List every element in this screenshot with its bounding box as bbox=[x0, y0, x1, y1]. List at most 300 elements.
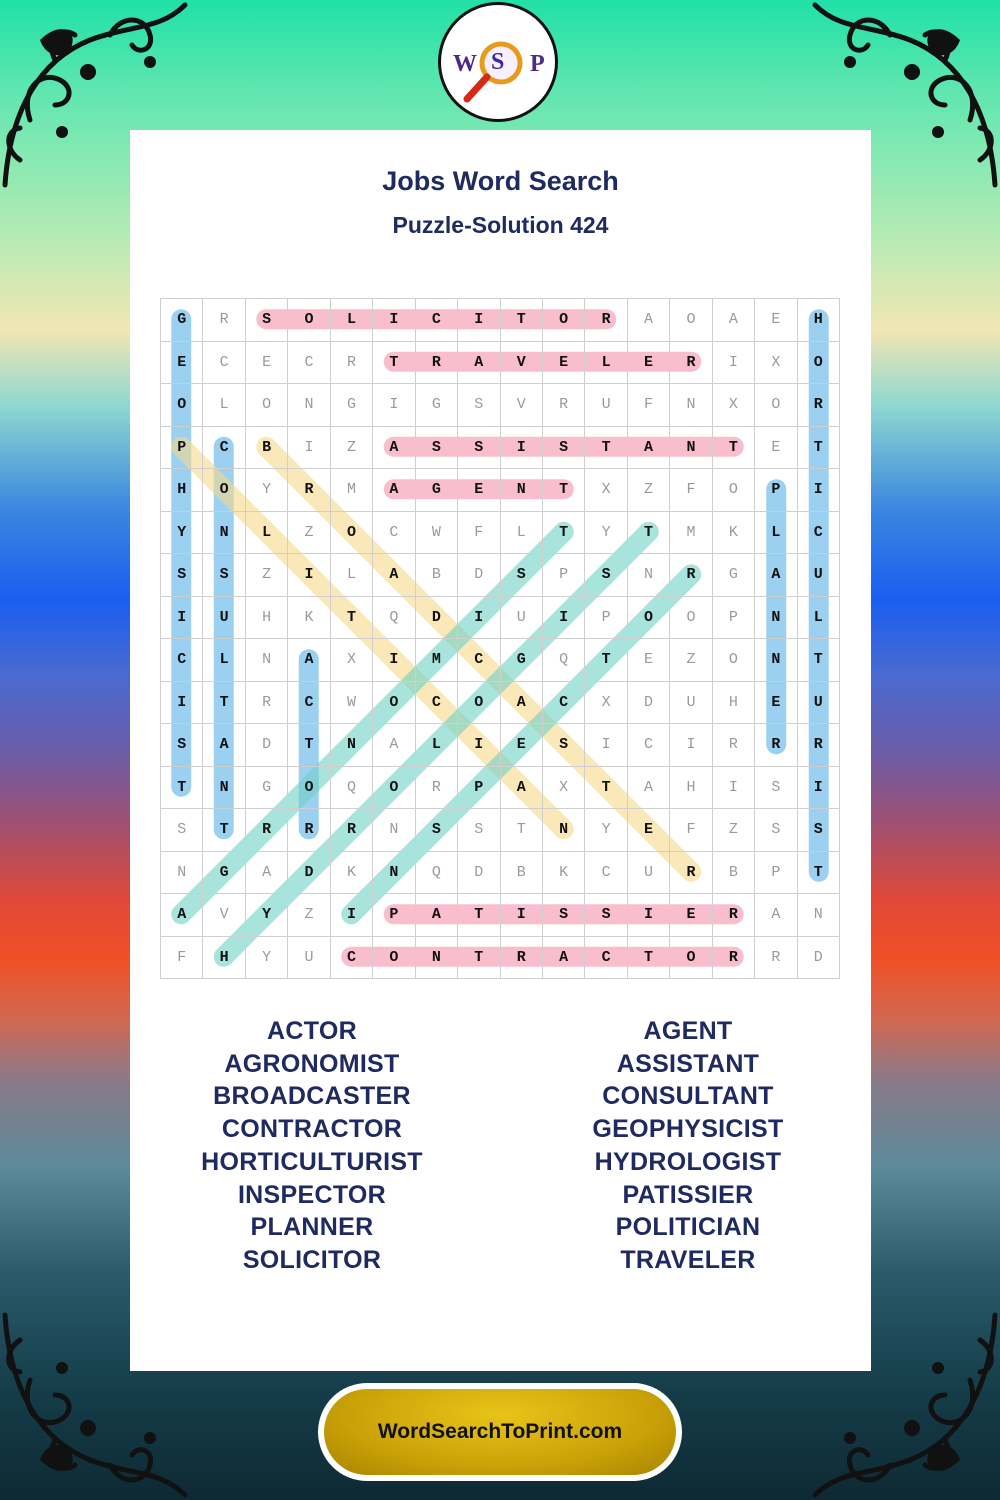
grid-cell[interactable]: A bbox=[288, 639, 330, 682]
grid-cell[interactable]: Q bbox=[415, 851, 457, 894]
grid-cell[interactable]: C bbox=[288, 681, 330, 724]
grid-cell[interactable]: E bbox=[458, 469, 500, 512]
grid-cell[interactable]: N bbox=[203, 511, 245, 554]
grid-cell[interactable]: T bbox=[458, 936, 500, 979]
grid-cell[interactable]: S bbox=[245, 299, 287, 342]
site-logo[interactable] bbox=[438, 2, 558, 122]
grid-cell[interactable]: I bbox=[373, 384, 415, 427]
grid-cell[interactable]: K bbox=[330, 851, 372, 894]
grid-cell[interactable]: I bbox=[797, 766, 839, 809]
grid-cell[interactable]: N bbox=[797, 894, 839, 937]
grid-cell[interactable]: X bbox=[755, 341, 797, 384]
grid-cell[interactable]: P bbox=[755, 851, 797, 894]
grid-cell[interactable]: T bbox=[203, 809, 245, 852]
grid-cell[interactable]: I bbox=[330, 894, 372, 937]
grid-cell[interactable]: R bbox=[288, 469, 330, 512]
word-list-item: CONSULTANT bbox=[602, 1082, 774, 1111]
grid-cell[interactable]: X bbox=[585, 469, 627, 512]
grid-cell[interactable]: Z bbox=[245, 554, 287, 597]
grid-cell[interactable]: N bbox=[500, 469, 542, 512]
grid-cell[interactable]: I bbox=[373, 299, 415, 342]
grid-cell[interactable]: E bbox=[627, 341, 669, 384]
grid-cell[interactable]: N bbox=[373, 851, 415, 894]
grid-row bbox=[161, 681, 840, 724]
grid-cell[interactable]: R bbox=[330, 809, 372, 852]
grid-cell[interactable]: B bbox=[245, 426, 287, 469]
grid-cell[interactable]: N bbox=[627, 554, 669, 597]
grid-cell[interactable]: T bbox=[797, 426, 839, 469]
grid-cell[interactable]: F bbox=[670, 469, 712, 512]
grid-cell[interactable]: V bbox=[203, 894, 245, 937]
grid-cell[interactable]: A bbox=[627, 766, 669, 809]
grid-cell[interactable]: E bbox=[245, 341, 287, 384]
grid-cell[interactable]: X bbox=[330, 639, 372, 682]
grid-row bbox=[161, 851, 840, 894]
grid-cell[interactable]: O bbox=[755, 384, 797, 427]
grid-cell[interactable]: D bbox=[458, 851, 500, 894]
grid-cell[interactable]: C bbox=[415, 681, 457, 724]
grid-cell[interactable]: A bbox=[712, 299, 754, 342]
grid-cell[interactable]: I bbox=[712, 766, 754, 809]
grid-row bbox=[161, 936, 840, 979]
grid-cell[interactable]: X bbox=[712, 384, 754, 427]
grid-cell[interactable]: E bbox=[500, 724, 542, 767]
grid-cell[interactable]: O bbox=[373, 681, 415, 724]
grid-cell[interactable]: G bbox=[415, 469, 457, 512]
grid-cell[interactable]: Y bbox=[245, 936, 287, 979]
grid-cell[interactable]: R bbox=[670, 554, 712, 597]
grid-cell[interactable]: D bbox=[288, 851, 330, 894]
grid-cell[interactable]: Z bbox=[712, 809, 754, 852]
grid-cell[interactable]: N bbox=[288, 384, 330, 427]
grid-cell[interactable]: Y bbox=[161, 511, 203, 554]
grid-cell[interactable]: K bbox=[542, 851, 584, 894]
grid-row bbox=[161, 299, 840, 342]
grid-cell[interactable]: I bbox=[161, 596, 203, 639]
grid-cell[interactable]: T bbox=[797, 851, 839, 894]
grid-row bbox=[161, 894, 840, 937]
grid-cell[interactable]: I bbox=[458, 299, 500, 342]
word-list-item: AGENT bbox=[643, 1017, 733, 1045]
grid-cell[interactable]: T bbox=[585, 426, 627, 469]
grid-cell[interactable]: M bbox=[415, 639, 457, 682]
grid-cell[interactable]: E bbox=[161, 341, 203, 384]
grid-cell[interactable]: O bbox=[373, 936, 415, 979]
grid-cell[interactable]: R bbox=[712, 936, 754, 979]
grid-cell[interactable]: P bbox=[755, 469, 797, 512]
grid-cell[interactable]: C bbox=[542, 681, 584, 724]
grid-row bbox=[161, 809, 840, 852]
grid-cell[interactable]: E bbox=[755, 426, 797, 469]
puzzle-sheet bbox=[130, 130, 871, 1371]
grid-cell[interactable]: I bbox=[500, 426, 542, 469]
grid-cell[interactable]: S bbox=[585, 894, 627, 937]
grid-cell[interactable]: P bbox=[542, 554, 584, 597]
grid-cell[interactable]: A bbox=[458, 341, 500, 384]
grid-cell[interactable]: I bbox=[585, 724, 627, 767]
grid-cell[interactable]: C bbox=[585, 936, 627, 979]
grid-cell[interactable]: U bbox=[797, 554, 839, 597]
word-list-item: ACTOR bbox=[267, 1017, 357, 1045]
grid-cell[interactable]: S bbox=[542, 894, 584, 937]
grid-cell[interactable]: E bbox=[542, 341, 584, 384]
grid-cell[interactable]: S bbox=[203, 554, 245, 597]
grid-cell[interactable]: R bbox=[203, 299, 245, 342]
grid-cell[interactable]: O bbox=[712, 639, 754, 682]
grid-cell[interactable]: P bbox=[585, 596, 627, 639]
word-list-item: INSPECTOR bbox=[237, 1180, 387, 1209]
grid-cell[interactable]: P bbox=[712, 596, 754, 639]
grid-cell[interactable]: U bbox=[500, 596, 542, 639]
grid-cell[interactable]: S bbox=[458, 809, 500, 852]
grid-cell[interactable]: A bbox=[500, 681, 542, 724]
grid-cell[interactable]: X bbox=[585, 681, 627, 724]
grid-cell[interactable]: V bbox=[500, 384, 542, 427]
grid-cell[interactable]: H bbox=[245, 596, 287, 639]
grid-cell[interactable]: I bbox=[458, 596, 500, 639]
grid-cell[interactable]: A bbox=[415, 894, 457, 937]
grid-cell[interactable]: C bbox=[203, 426, 245, 469]
grid-cell[interactable]: C bbox=[373, 511, 415, 554]
grid-cell[interactable]: Y bbox=[585, 809, 627, 852]
grid-cell[interactable]: M bbox=[670, 511, 712, 554]
word-list-item: PATISSIER bbox=[622, 1180, 754, 1209]
grid-cell[interactable]: S bbox=[755, 766, 797, 809]
grid-cell[interactable]: G bbox=[500, 639, 542, 682]
grid-cell[interactable]: B bbox=[415, 554, 457, 597]
grid-cell[interactable]: Z bbox=[288, 894, 330, 937]
grid-cell[interactable]: L bbox=[330, 554, 372, 597]
grid-row bbox=[161, 384, 840, 427]
word-list-item: HORTICULTURIST bbox=[201, 1147, 423, 1176]
grid-cell[interactable]: C bbox=[797, 511, 839, 554]
footer-badge[interactable] bbox=[318, 1383, 682, 1481]
grid-cell[interactable]: R bbox=[288, 809, 330, 852]
grid-cell[interactable]: T bbox=[373, 341, 415, 384]
grid-cell[interactable]: O bbox=[670, 936, 712, 979]
grid-cell[interactable]: O bbox=[542, 299, 584, 342]
grid-cell[interactable]: O bbox=[161, 384, 203, 427]
grid-cell[interactable]: E bbox=[755, 681, 797, 724]
grid-cell[interactable]: R bbox=[797, 384, 839, 427]
grid-cell[interactable]: S bbox=[797, 809, 839, 852]
grid-cell[interactable]: I bbox=[627, 894, 669, 937]
grid-cell[interactable]: A bbox=[373, 554, 415, 597]
grid-row bbox=[161, 596, 840, 639]
grid-row bbox=[161, 341, 840, 384]
grid-cell[interactable]: A bbox=[203, 724, 245, 767]
grid-cell[interactable]: W bbox=[415, 511, 457, 554]
grid-cell[interactable]: L bbox=[245, 511, 287, 554]
grid-cell[interactable]: Z bbox=[330, 426, 372, 469]
grid-cell[interactable]: R bbox=[542, 384, 584, 427]
page-subtitle: Puzzle-Solution 424 bbox=[392, 212, 609, 238]
grid-cell[interactable]: T bbox=[500, 809, 542, 852]
grid-cell[interactable]: T bbox=[627, 936, 669, 979]
grid-cell[interactable]: R bbox=[585, 299, 627, 342]
grid-row bbox=[161, 426, 840, 469]
grid-cell[interactable]: I bbox=[288, 554, 330, 597]
grid-cell[interactable]: U bbox=[288, 936, 330, 979]
grid-cell[interactable]: A bbox=[161, 894, 203, 937]
word-list-item: AGRONOMIST bbox=[224, 1049, 400, 1078]
grid-cell[interactable]: I bbox=[500, 894, 542, 937]
grid-cell[interactable]: R bbox=[670, 851, 712, 894]
word-list-item: ASSISTANT bbox=[616, 1049, 760, 1078]
grid-cell[interactable]: S bbox=[542, 724, 584, 767]
word-list-item: POLITICIAN bbox=[615, 1213, 761, 1242]
grid-cell[interactable]: Y bbox=[585, 511, 627, 554]
grid-cell[interactable]: A bbox=[542, 936, 584, 979]
grid-cell[interactable]: E bbox=[627, 809, 669, 852]
grid-cell[interactable]: C bbox=[458, 639, 500, 682]
grid-cell[interactable]: R bbox=[755, 936, 797, 979]
grid-cell[interactable]: U bbox=[203, 596, 245, 639]
grid-cell[interactable]: F bbox=[627, 384, 669, 427]
grid-cell[interactable]: H bbox=[670, 766, 712, 809]
grid-cell[interactable]: O bbox=[627, 596, 669, 639]
grid-cell[interactable]: B bbox=[712, 851, 754, 894]
grid-cell[interactable]: A bbox=[500, 766, 542, 809]
grid-cell[interactable]: D bbox=[458, 554, 500, 597]
grid-cell[interactable]: D bbox=[245, 724, 287, 767]
page-title: Jobs Word Search bbox=[382, 166, 619, 196]
grid-cell[interactable]: N bbox=[415, 936, 457, 979]
grid-cell[interactable]: N bbox=[542, 809, 584, 852]
grid-cell[interactable]: R bbox=[712, 724, 754, 767]
grid-cell[interactable]: C bbox=[415, 299, 457, 342]
grid-cell[interactable]: D bbox=[627, 681, 669, 724]
grid-cell[interactable]: A bbox=[373, 469, 415, 512]
grid-cell[interactable]: S bbox=[161, 554, 203, 597]
grid-cell[interactable]: Q bbox=[373, 596, 415, 639]
word-list-item: SOLICITOR bbox=[242, 1245, 382, 1274]
word-list-item: BROADCASTER bbox=[213, 1082, 411, 1111]
grid-cell[interactable]: G bbox=[712, 554, 754, 597]
grid-row bbox=[161, 469, 840, 512]
grid-cell[interactable]: A bbox=[755, 894, 797, 937]
grid-cell[interactable]: S bbox=[585, 554, 627, 597]
grid-cell[interactable]: S bbox=[755, 809, 797, 852]
grid-cell[interactable]: N bbox=[161, 851, 203, 894]
grid-cell[interactable]: O bbox=[288, 299, 330, 342]
grid-cell[interactable]: S bbox=[161, 809, 203, 852]
grid-cell[interactable]: R bbox=[755, 724, 797, 767]
grid-cell[interactable]: O bbox=[330, 511, 372, 554]
grid-cell[interactable]: T bbox=[542, 469, 584, 512]
grid-cell[interactable]: K bbox=[288, 596, 330, 639]
grid-cell[interactable]: M bbox=[330, 469, 372, 512]
grid-cell[interactable]: N bbox=[373, 809, 415, 852]
grid-cell[interactable]: P bbox=[161, 426, 203, 469]
grid-cell[interactable]: C bbox=[585, 851, 627, 894]
grid-cell[interactable]: O bbox=[712, 469, 754, 512]
grid-cell[interactable]: T bbox=[458, 894, 500, 937]
grid-cell[interactable]: L bbox=[797, 596, 839, 639]
grid-cell[interactable]: R bbox=[245, 809, 287, 852]
grid-cell[interactable]: R bbox=[245, 681, 287, 724]
grid-cell[interactable]: E bbox=[670, 894, 712, 937]
grid-cell[interactable]: T bbox=[712, 426, 754, 469]
grid-cell[interactable]: A bbox=[755, 554, 797, 597]
grid-cell[interactable]: O bbox=[670, 299, 712, 342]
grid-cell[interactable]: I bbox=[288, 426, 330, 469]
grid-cell[interactable]: G bbox=[245, 766, 287, 809]
grid-cell[interactable]: A bbox=[627, 299, 669, 342]
grid-cell[interactable]: O bbox=[670, 596, 712, 639]
grid-cell[interactable]: R bbox=[330, 341, 372, 384]
grid-cell[interactable]: H bbox=[797, 299, 839, 342]
grid-cell[interactable]: S bbox=[161, 724, 203, 767]
grid-cell[interactable]: Z bbox=[627, 469, 669, 512]
grid-cell[interactable]: N bbox=[330, 724, 372, 767]
grid-cell[interactable]: A bbox=[627, 426, 669, 469]
grid-cell[interactable]: O bbox=[203, 469, 245, 512]
grid-cell[interactable]: R bbox=[712, 894, 754, 937]
grid-cell[interactable]: O bbox=[458, 681, 500, 724]
letter-grid bbox=[160, 298, 840, 979]
grid-cell[interactable]: D bbox=[415, 596, 457, 639]
word-list-item: HYDROLOGIST bbox=[594, 1147, 782, 1176]
grid-cell[interactable]: T bbox=[585, 766, 627, 809]
grid-cell[interactable]: T bbox=[330, 596, 372, 639]
grid-cell[interactable]: R bbox=[797, 724, 839, 767]
grid-cell[interactable]: U bbox=[797, 681, 839, 724]
grid-cell[interactable]: Q bbox=[330, 766, 372, 809]
grid-cell[interactable]: V bbox=[500, 341, 542, 384]
grid-cell[interactable]: D bbox=[797, 936, 839, 979]
grid-cell[interactable]: I bbox=[797, 469, 839, 512]
grid-cell[interactable]: C bbox=[330, 936, 372, 979]
grid-cell[interactable]: G bbox=[330, 384, 372, 427]
footer-button[interactable] bbox=[324, 1389, 676, 1475]
grid-cell[interactable]: N bbox=[670, 426, 712, 469]
grid-cell[interactable]: R bbox=[415, 766, 457, 809]
word-list-item: GEOPHYSICIST bbox=[592, 1115, 784, 1144]
word-list-left bbox=[162, 1015, 462, 1277]
grid-cell[interactable]: T bbox=[542, 511, 584, 554]
grid-cell[interactable]: X bbox=[542, 766, 584, 809]
grid-cell[interactable]: N bbox=[245, 639, 287, 682]
grid-cell[interactable]: I bbox=[458, 724, 500, 767]
grid-cell[interactable]: Z bbox=[288, 511, 330, 554]
grid-cell[interactable]: T bbox=[627, 511, 669, 554]
grid-cell[interactable]: Y bbox=[245, 894, 287, 937]
grid-cell[interactable]: P bbox=[373, 894, 415, 937]
grid-cell[interactable]: U bbox=[627, 851, 669, 894]
grid-cell[interactable]: C bbox=[627, 724, 669, 767]
grid-cell[interactable]: R bbox=[670, 341, 712, 384]
grid-cell[interactable]: O bbox=[288, 766, 330, 809]
grid-cell[interactable]: T bbox=[500, 299, 542, 342]
grid-cell[interactable]: F bbox=[161, 936, 203, 979]
grid-cell[interactable]: G bbox=[161, 299, 203, 342]
grid-cell[interactable]: S bbox=[415, 809, 457, 852]
grid-cell[interactable]: U bbox=[585, 384, 627, 427]
grid-cell[interactable]: Z bbox=[670, 639, 712, 682]
grid-cell[interactable]: H bbox=[161, 469, 203, 512]
grid-cell[interactable]: I bbox=[373, 639, 415, 682]
grid-cell[interactable]: T bbox=[288, 724, 330, 767]
grid-cell[interactable]: F bbox=[458, 511, 500, 554]
grid-cell[interactable]: H bbox=[203, 936, 245, 979]
grid-cell[interactable]: N bbox=[755, 639, 797, 682]
grid-cell[interactable]: P bbox=[458, 766, 500, 809]
grid-cell[interactable]: S bbox=[415, 426, 457, 469]
grid-cell[interactable]: N bbox=[203, 766, 245, 809]
grid-cell[interactable]: C bbox=[161, 639, 203, 682]
grid-cell[interactable]: L bbox=[585, 341, 627, 384]
grid-cell[interactable]: S bbox=[458, 384, 500, 427]
grid-cell[interactable]: G bbox=[203, 851, 245, 894]
grid-cell[interactable]: I bbox=[712, 341, 754, 384]
grid-cell[interactable]: U bbox=[670, 681, 712, 724]
word-list-item: CONTRACTOR bbox=[221, 1115, 403, 1144]
grid-cell[interactable]: L bbox=[203, 384, 245, 427]
grid-cell[interactable]: T bbox=[585, 639, 627, 682]
grid-cell[interactable]: B bbox=[500, 851, 542, 894]
grid-cell[interactable]: K bbox=[712, 511, 754, 554]
word-list-item: PLANNER bbox=[250, 1213, 374, 1242]
grid-row bbox=[161, 639, 840, 682]
word-list-item: TRAVELER bbox=[620, 1245, 756, 1274]
grid-cell[interactable]: A bbox=[245, 851, 287, 894]
grid-cell[interactable]: T bbox=[161, 766, 203, 809]
grid-cell[interactable]: N bbox=[670, 384, 712, 427]
logo-letter-w: W bbox=[453, 51, 477, 77]
grid-cell[interactable]: R bbox=[415, 341, 457, 384]
grid-cell[interactable]: Y bbox=[245, 469, 287, 512]
grid-cell[interactable]: L bbox=[415, 724, 457, 767]
grid-cell[interactable]: L bbox=[330, 299, 372, 342]
grid-cell[interactable]: W bbox=[330, 681, 372, 724]
grid-cell[interactable]: R bbox=[500, 936, 542, 979]
grid-cell[interactable]: A bbox=[373, 724, 415, 767]
footer-link[interactable]: WordSearchToPrint.com bbox=[377, 1420, 623, 1443]
grid-cell[interactable]: A bbox=[373, 426, 415, 469]
grid-cell[interactable]: F bbox=[670, 809, 712, 852]
grid-cell[interactable]: O bbox=[373, 766, 415, 809]
grid-cell[interactable]: E bbox=[755, 299, 797, 342]
grid-row bbox=[161, 766, 840, 809]
grid-cell[interactable]: T bbox=[797, 639, 839, 682]
grid-cell[interactable]: S bbox=[500, 554, 542, 597]
grid-cell[interactable]: H bbox=[712, 681, 754, 724]
grid-cell[interactable]: I bbox=[670, 724, 712, 767]
grid-cell[interactable]: N bbox=[755, 596, 797, 639]
grid-cell[interactable]: E bbox=[627, 639, 669, 682]
grid-cell[interactable]: T bbox=[203, 681, 245, 724]
grid-row bbox=[161, 724, 840, 767]
word-search-grid bbox=[160, 298, 840, 978]
grid-cell[interactable]: I bbox=[161, 681, 203, 724]
grid-cell[interactable]: L bbox=[500, 511, 542, 554]
grid-cell[interactable]: C bbox=[288, 341, 330, 384]
grid-cell[interactable]: S bbox=[458, 426, 500, 469]
grid-cell[interactable]: Q bbox=[542, 639, 584, 682]
word-list-right bbox=[538, 1015, 838, 1277]
grid-cell[interactable]: O bbox=[797, 341, 839, 384]
grid-cell[interactable]: C bbox=[203, 341, 245, 384]
grid-cell[interactable]: L bbox=[203, 639, 245, 682]
grid-cell[interactable]: G bbox=[415, 384, 457, 427]
logo-letter-s: S bbox=[491, 49, 505, 75]
grid-row bbox=[161, 554, 840, 597]
grid-cell[interactable]: S bbox=[542, 426, 584, 469]
grid-cell[interactable]: I bbox=[542, 596, 584, 639]
grid-cell[interactable]: O bbox=[245, 384, 287, 427]
grid-cell[interactable]: L bbox=[755, 511, 797, 554]
